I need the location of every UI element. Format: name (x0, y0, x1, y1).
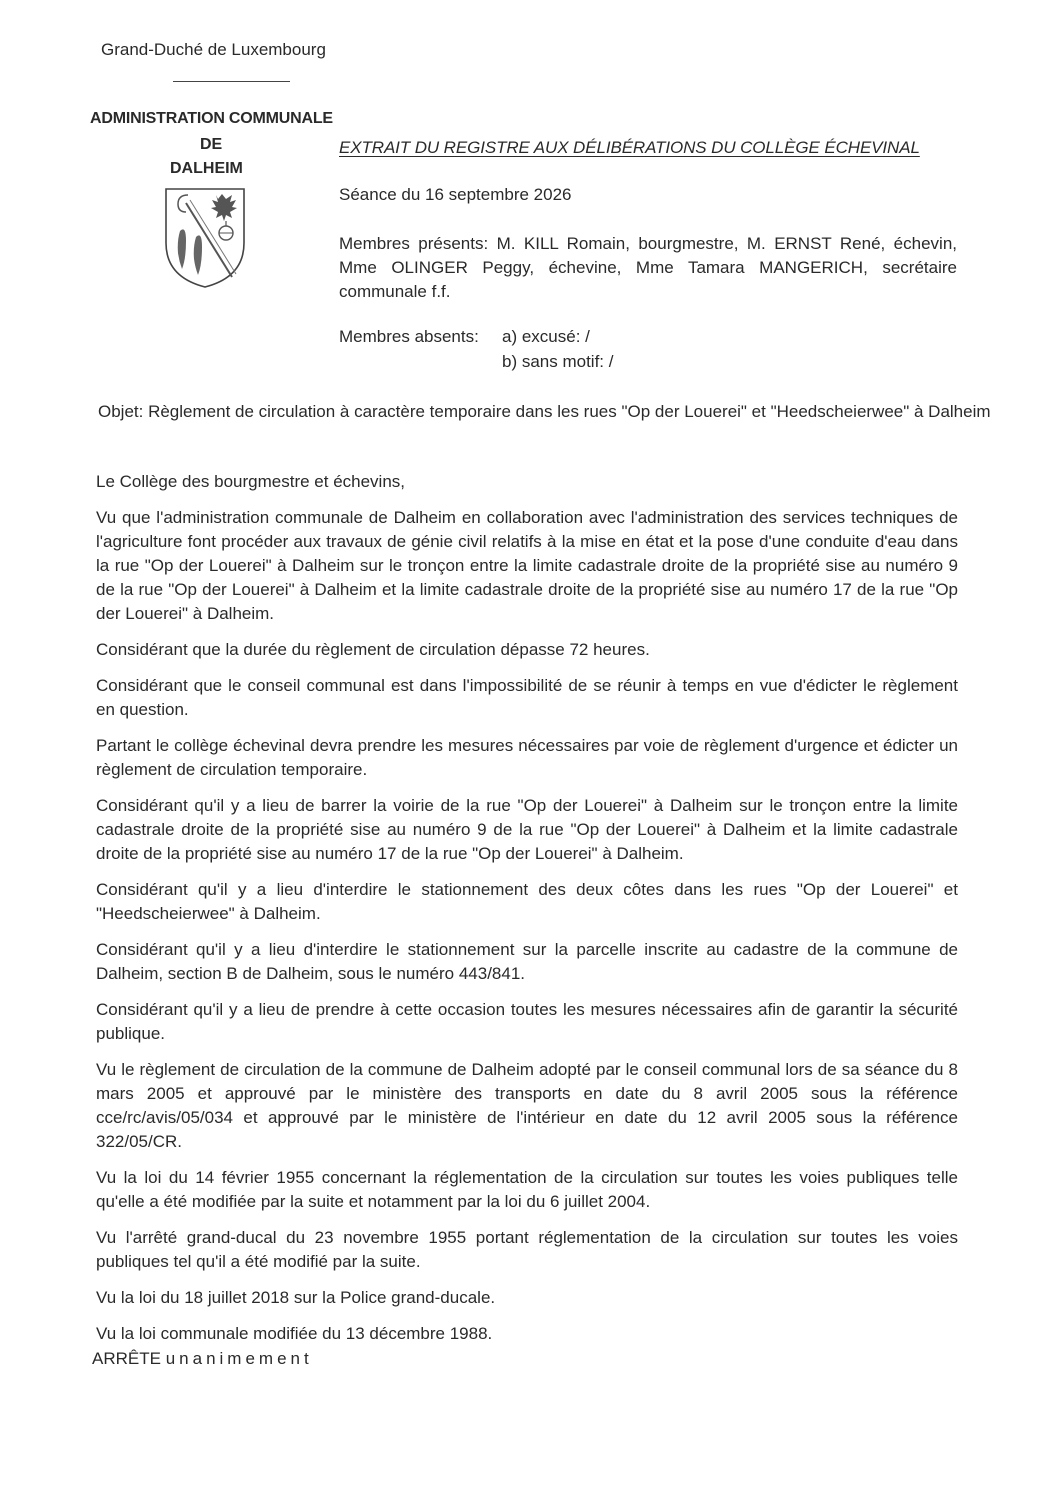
document-title: EXTRAIT DU REGISTRE AUX DÉLIBÉRATIONS DU COLLÈGE ÉCHEVINAL (339, 138, 920, 157)
paragraph: Vu l'arrêté grand-ducal du 23 novembre 1955 portant réglementation de la circulation sur toutes les voies publiques tel qu'il a été modifié par la suite. (96, 1228, 958, 1271)
decision-unanimous: unanimement (165, 1349, 313, 1368)
decision-word: ARRÊTE (92, 1349, 161, 1368)
header-divider (173, 81, 290, 82)
admin-name-line3: DALHEIM (170, 160, 243, 177)
admin-name-line2: DE (200, 136, 223, 153)
deliberation-body (96, 470, 958, 1358)
members-absent-label: Membres absents: (339, 327, 479, 346)
paragraph: Le Collège des bourgmestre et échevins, (96, 472, 406, 491)
country-header: Grand-Duché de Luxembourg (101, 40, 326, 59)
paragraph: Vu la loi communale modifiée du 13 décembre 1988. (96, 1324, 493, 1343)
paragraph: Partant le collège échevinal devra prendre les mesures nécessaires par voie de règlement d'urgence et édicter un règlement de circulation temporaire. (96, 736, 958, 779)
paragraph: Considérant qu'il y a lieu de barrer la voirie de la rue "Op der Louerei" à Dalheim sur le tronçon entre la limite cadastrale droite de la propriété sise au numéro 9 de la rue "Op der Louerei" à Dalheim et la limite cadastrale droite de la propriété sise au numéro 17 de la rue "Op der Louerei" à Dalheim. (96, 796, 958, 863)
paragraph: Considérant qu'il y a lieu de prendre à cette occasion toutes les mesures nécessaires afin de garantir la sécurité publique. (96, 1000, 958, 1043)
paragraph: Considérant que le conseil communal est dans l'impossibilité de se réunir à temps en vue d'édicter le règlement en question. (96, 676, 958, 719)
coat-of-arms-icon (160, 185, 250, 289)
members-absent-excused: a) excusé: / (502, 327, 590, 346)
members-absent-no-reason: b) sans motif: / (502, 352, 614, 371)
paragraph: Considérant qu'il y a lieu d'interdire le stationnement des deux côtes dans les rues "Op der Louerei" et "Heedscheierwee" à Dalheim. (96, 880, 958, 923)
paragraph: Vu que l'administration communale de Dalheim en collaboration avec l'administration des services techniques de l'agriculture font procéder aux travaux de génie civil relatifs à la mise en état et la pose d'une conduite d'eau dans la rue "Op der Louerei" à Dalheim sur le tronçon entre la limite cadastrale droite de la propriété sise au numéro 9 de la rue "Op der Louerei" à Dalheim et la limite cadastrale droite de la propriété sise au numéro 17 de la rue "Op der Louerei" à Dalheim. (96, 508, 958, 623)
paragraph: Considérant qu'il y a lieu d'interdire le stationnement sur la parcelle inscrite au cadastre de la commune de Dalheim, section B de Dalheim, sous le numéro 443/841. (96, 940, 958, 983)
members-present: Membres présents: M. KILL Romain, bourgmestre, M. ERNST René, échevin, Mme OLINGER Peggy, échevine, Mme Tamara MANGERICH, secrétaire communale f.f. (339, 234, 957, 301)
paragraph: Vu le règlement de circulation de la commune de Dalheim adopté par le conseil communal lors de sa séance du 8 mars 2005 et approuvé par le ministère des transports en date du 8 avril 2005 sous la référence cce/rc/avis/05/034 et approuvé par le ministère de l'intérieur en date du 12 avril 2005 sous la référence 322/05/CR. (96, 1060, 958, 1151)
paragraph: Considérant que la durée du règlement de circulation dépasse 72 heures. (96, 640, 650, 659)
session-date: Séance du 16 septembre 2026 (339, 185, 572, 204)
paragraph: Vu la loi du 18 juillet 2018 sur la Police grand-ducale. (96, 1288, 496, 1307)
paragraph: Vu la loi du 14 février 1955 concernant la réglementation de la circulation sur toutes les voies publiques telle qu'elle a été modifiée par la suite et notamment par la loi du 6 juillet 2004. (96, 1168, 958, 1211)
decision-line (92, 1349, 313, 1369)
admin-name-line1: ADMINISTRATION COMMUNALE (90, 110, 333, 127)
subject-line: Objet: Règlement de circulation à caractère temporaire dans les rues "Op der Louerei" et "Heedscheierwee" à Dalheim (98, 402, 991, 421)
